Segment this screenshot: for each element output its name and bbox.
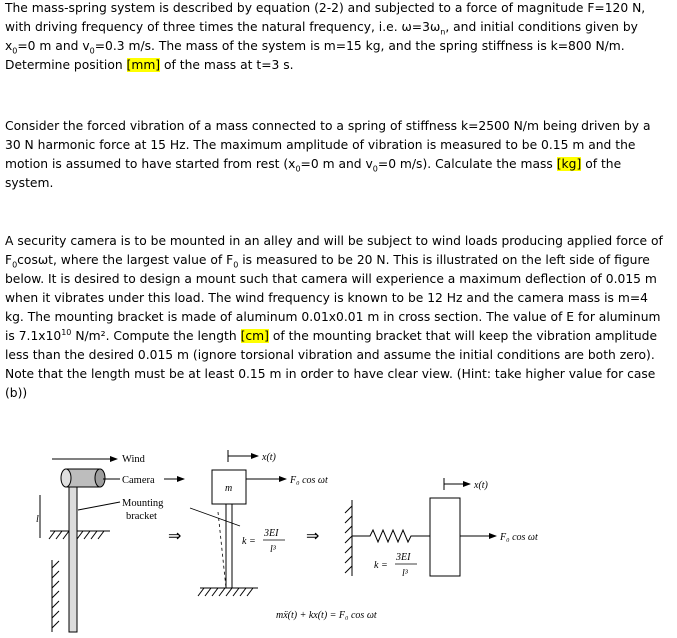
spring: [352, 530, 430, 542]
middle-panel: [190, 450, 328, 596]
x-t-label-middle: x(t): [262, 452, 276, 463]
cantilever-beam: [226, 504, 232, 588]
mass-label: m: [225, 483, 233, 494]
stiffness-numerator-middle: 3EI: [264, 528, 279, 539]
mounting-pole: [69, 482, 77, 632]
wind-label: Wind: [122, 454, 145, 465]
equation-of-motion: mẍ(t) + kx(t) = F₀ cos ωt: [276, 610, 377, 621]
ground-hatch-left: [49, 531, 110, 539]
stiffness-numerator-right: 3EI: [396, 552, 411, 563]
length-label: l: [36, 514, 39, 525]
stiffness-k-middle: k =: [242, 536, 256, 547]
force-label-middle: F₀ cos ωt: [290, 475, 328, 486]
camera-label: Camera: [122, 475, 155, 486]
problem-3: A security camera is to be mounted in an alley and will be subject to wind loads producing applied force of $F_0\cos\omega t$, where the largest value of $F_0$ is measured to be 20 N. This is illustrated on the left side of figure below. It is desired to design a mount such that camera will experience a maximum deflection of 0.015 m when it vibrates under this load. The wind frequency is known to be 12 Hz and the camera mass is m=4 kg. The mounting bracket is made of aluminum 0.01x0.01 m in cross section. The value of E for aluminum is $7.1x10^{10}$ N/m². Compute the length [cm] of the mounting bracket that will keep the vibration amplitude less than the desired 0.015 m (ignore torsional vibration and assume the initial conditions are both zero). Note that the length must be at least 0.15 m in order to have clear view. (Hint: take higher value for case (b)): [5, 234, 663, 400]
stiffness-denominator-right: l³: [402, 568, 408, 579]
problem-2: Consider the forced vibration of a mass connected to a spring of stiffness k=2500 N/m being driven by a 30 N harmonic force at 15 Hz. The maximum amplitude of vibration is measured to be 0.15 m and the motion is assumed to have started from rest ($x_0=0$ m and $v_0=0$ m/s). Calculate the mass [kg] of the system.: [5, 119, 651, 190]
force-label-right: F₀ cos ωt: [500, 532, 538, 543]
problem-1: The mass-spring system is described by equation (2-2) and subjected to a force of magnitude F=120 N, with driving frequency of three times the natural frequency, i.e. $\omega=3\omega_n$, and initial conditions given by $x_0=0$ m and $v_0=0.3$ m/s. The mass of the system is m=15 kg, and the spring stiffness is k=800 N/m. Determine position [mm] of the mass at t=3 s.: [5, 1, 646, 72]
left-panel: [36, 454, 184, 632]
x-t-label-right: x(t): [474, 480, 488, 491]
unit-highlight-kg: [kg]: [556, 157, 582, 171]
mass-block-right: [430, 498, 460, 576]
wall-hatch-right: [345, 500, 352, 576]
ground-hatch-bottom: [52, 560, 59, 632]
camera-body: [61, 469, 105, 487]
unit-highlight-mm: [mm]: [126, 58, 161, 72]
ground-hatch-middle: [198, 588, 258, 596]
bracket-label-1: Mounting: [122, 498, 164, 509]
right-panel: [345, 478, 538, 579]
bracket-label-2: bracket: [126, 511, 157, 522]
unit-highlight-cm: [cm]: [240, 329, 269, 343]
stiffness-k-right: k =: [374, 560, 388, 571]
implies-arrow-1: ⇒: [168, 528, 182, 545]
wind-arrowhead: [110, 456, 118, 462]
stiffness-denominator-middle: l³: [270, 544, 276, 555]
camera-mount-figure: [0, 440, 677, 638]
implies-arrow-2: ⇒: [306, 528, 320, 545]
